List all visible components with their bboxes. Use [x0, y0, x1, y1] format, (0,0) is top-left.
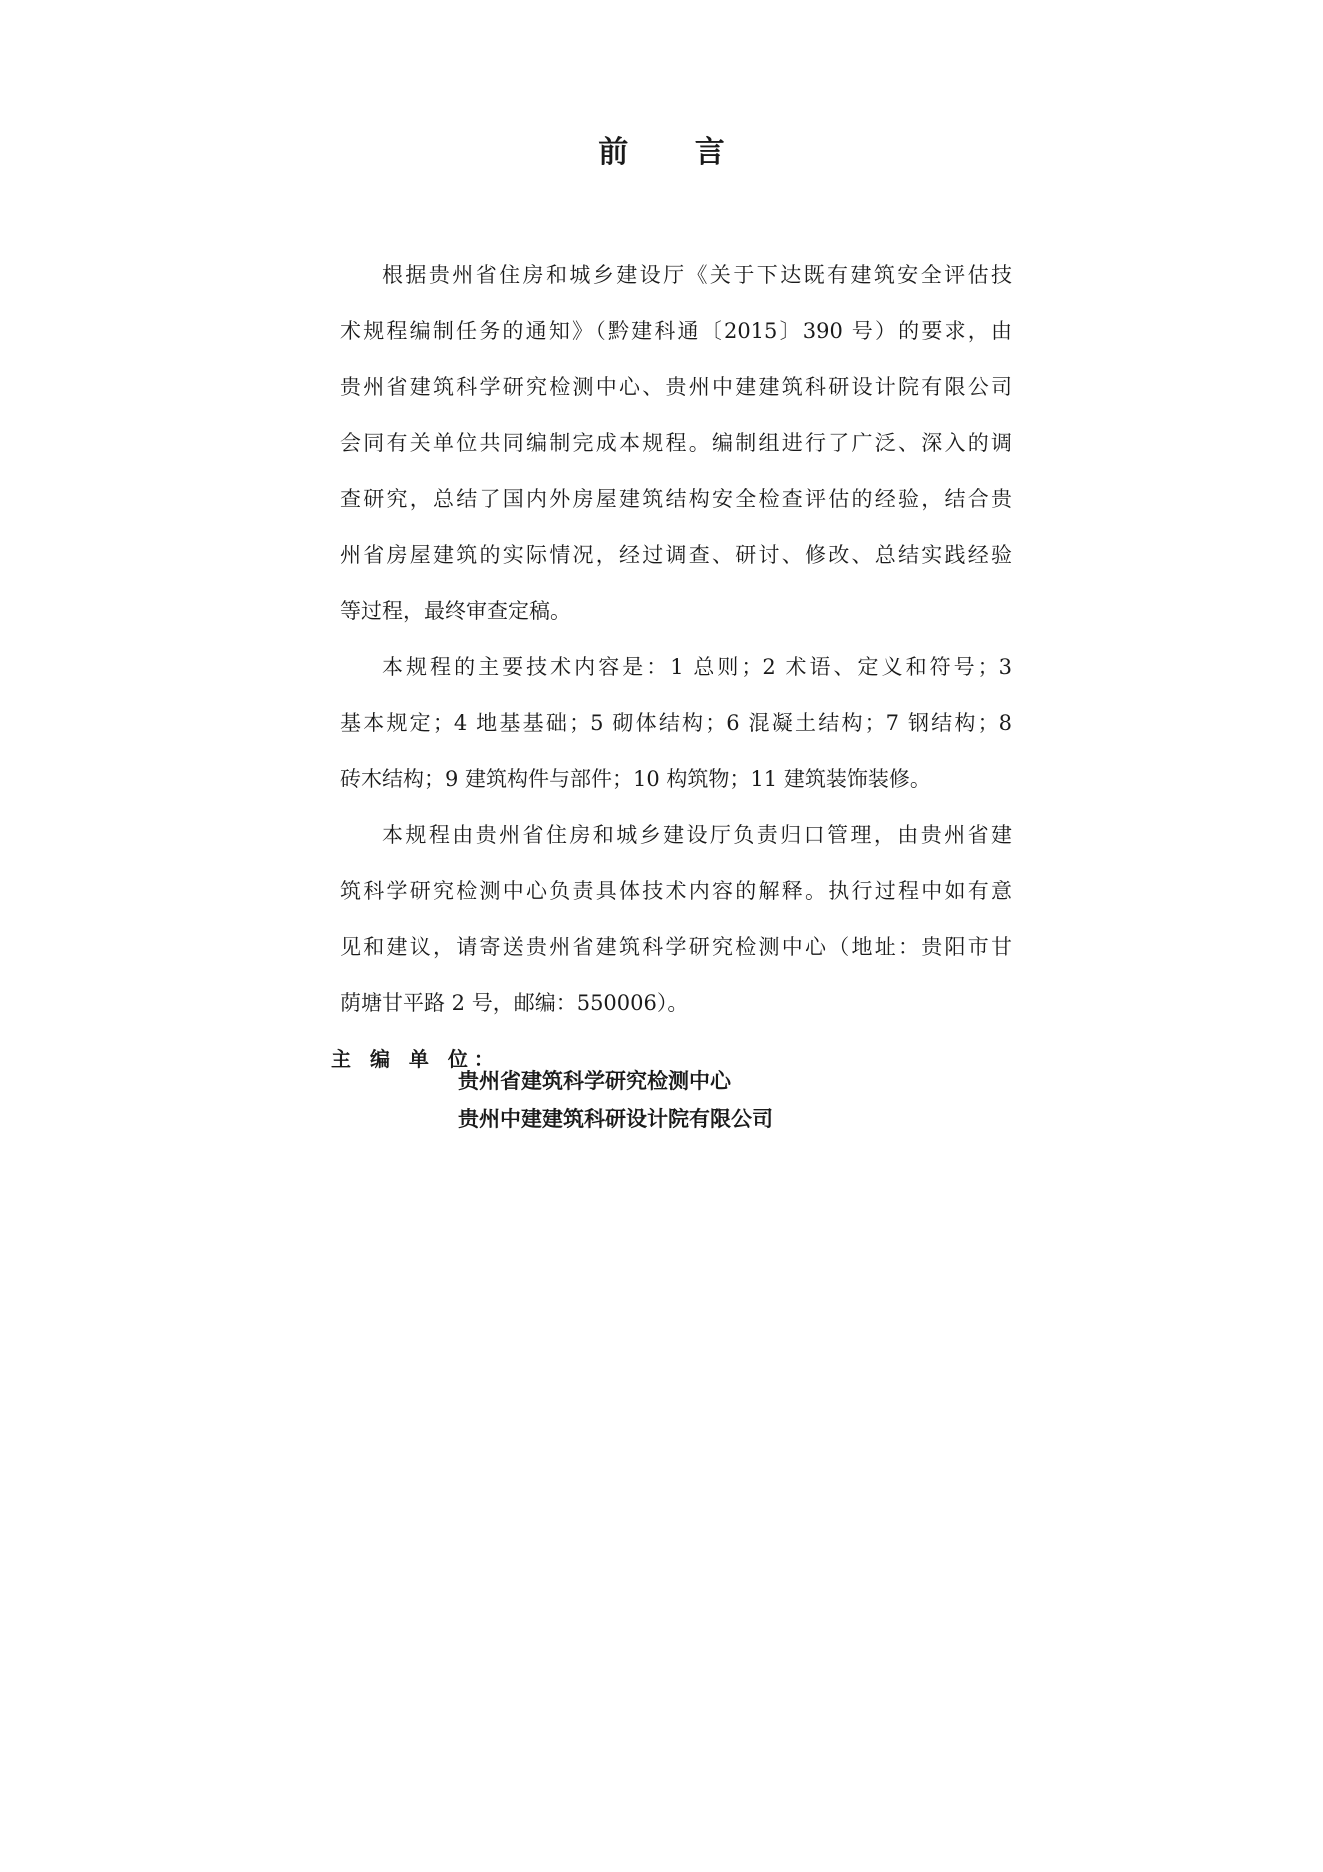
- paragraph-2-line-2: 基本规定；4 地基基础；5 砌体结构；6 混凝土结构；7 钢结构；8: [340, 711, 1012, 735]
- paragraph-1-line-4: 会同有关单位共同编制完成本规程。编制组进行了广泛、深入的调: [340, 431, 1012, 455]
- editor-unit-1: 贵州省建筑科学研究检测中心: [458, 1069, 731, 1093]
- chief-editor-units: [458, 1062, 773, 1138]
- paragraph-2-line-1: 本规程的主要技术内容是：1 总则；2 术语、定义和符号；3: [382, 655, 1012, 679]
- paragraph-3-line-4: 荫塘甘平路 2 号，邮编：550006）。: [340, 991, 689, 1015]
- paragraph-3-line-3: 见和建议，请寄送贵州省建筑科学研究检测中心（地址：贵阳市甘: [340, 935, 1012, 959]
- paragraph-1-line-7: 等过程，最终审查定稿。: [340, 599, 571, 623]
- paragraph-3-line-2: 筑科学研究检测中心负责具体技术内容的解释。执行过程中如有意: [340, 879, 1012, 903]
- paragraph-1-line-5: 查研究，总结了国内外房屋建筑结构安全检查评估的经验，结合贵: [340, 487, 1012, 511]
- paragraph-2-line-3: 砖木结构；9 建筑构件与部件；10 构筑物；11 建筑装饰装修。: [340, 767, 931, 791]
- chief-editor-label: 主 编 单 位：: [331, 1047, 500, 1071]
- paragraph-1-line-6: 州省房屋建筑的实际情况，经过调查、研讨、修改、总结实践经验: [340, 543, 1012, 567]
- preface-body: [340, 247, 1012, 1031]
- paragraph-1-line-3: 贵州省建筑科学研究检测中心、贵州中建建筑科研设计院有限公司: [340, 375, 1012, 399]
- page-title: 前 言: [598, 135, 753, 170]
- editor-unit-2: 贵州中建建筑科研设计院有限公司: [458, 1107, 773, 1131]
- paragraph-1-line-1: 根据贵州省住房和城乡建设厅《关于下达既有建筑安全评估技: [382, 263, 1012, 287]
- paragraph-3-line-1: 本规程由贵州省住房和城乡建设厅负责归口管理，由贵州省建: [382, 823, 1012, 847]
- paragraph-1-line-2: 术规程编制任务的通知》（黔建科通〔2015〕390 号）的要求，由: [340, 319, 1012, 343]
